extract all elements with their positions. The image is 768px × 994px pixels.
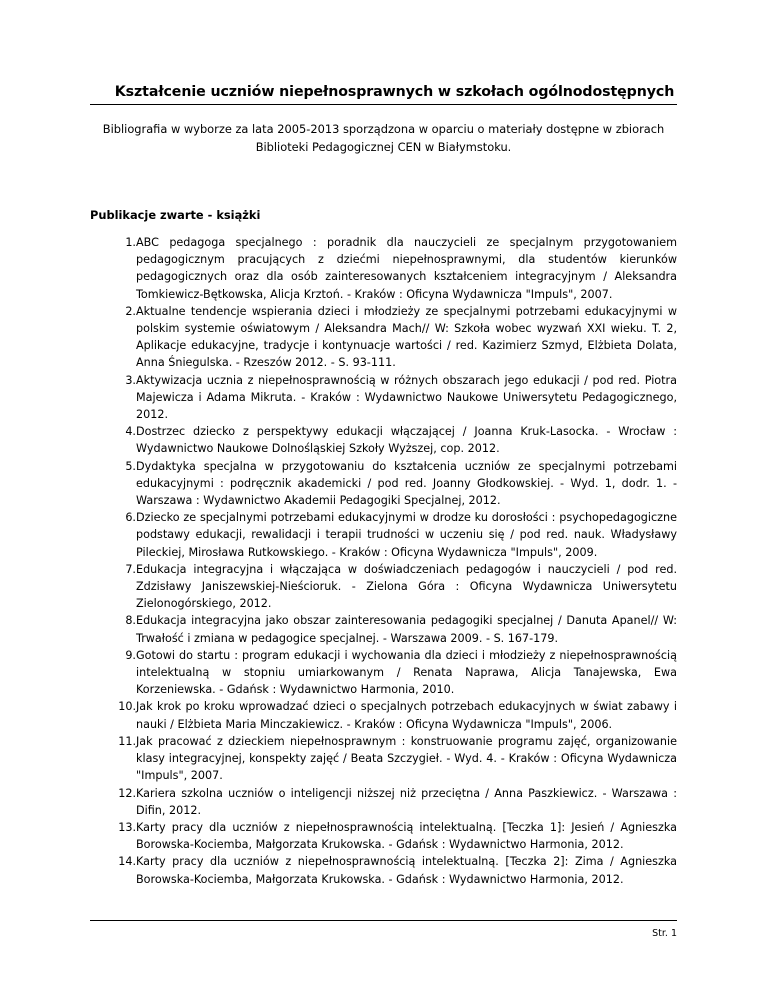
bibliography-list	[90, 234, 677, 888]
item-number: 6.	[125, 511, 136, 525]
list-item	[90, 612, 677, 646]
item-text: Jak krok po kroku wprowadzać dzieci o specjalnych potrzebach edukacyjnych w świat zabawy i nauki / Elżbieta Maria Minczakiewicz. - Kraków : Oficyna Wydawnicza "Impuls", 2006.	[136, 700, 677, 731]
item-text: Gotowi do startu : program edukacji i wychowania dla dzieci i młodzieży z niepełnosprawnością intelektualną w stopniu umiarkowanym / Renata Naprawa, Alicja Tanajewska, Ewa Korzeniewska. - Gdańsk : Wydawnictwo Harmonia, 2010.	[136, 648, 677, 697]
item-text: Aktywizacja ucznia z niepełnosprawnością w różnych obszarach jego edukacji / pod red. Piotra Majewicza i Adama Mikruta. - Kraków : Wydawnictwo Naukowe Uniwersytetu Pedagogicznego, 2012.	[136, 373, 677, 422]
item-text: Aktualne tendencje wspierania dzieci i młodzieży ze specjalnymi potrzebami edukacyjnymi w polskim systemie oświatowym / Aleksandra Mach// W: Szkoła wobec wyzwań XXI wieku. T. 2, Aplikacje edukacyjne, tradycje i kontynuacje wartości / red. Kazimierz Szmyd, Elżbieta Dolata, Anna Śniegulska. - Rzeszów 2012. - S. 93-111.	[136, 304, 677, 370]
list-item	[90, 303, 677, 372]
list-item	[90, 853, 677, 887]
item-number: 10.	[118, 700, 136, 714]
item-number: 7.	[125, 562, 136, 576]
list-item	[90, 458, 677, 510]
item-text: Jak pracować z dzieckiem niepełnosprawnym : konstruowanie programu zajęć, organizowanie klasy integracyjnej, konspekty zajęć / Beata Szczygieł. - Wyd. 4. - Kraków : Oficyna Wydawnicza "Impuls", 2007.	[136, 734, 677, 783]
item-number: 9.	[125, 648, 136, 662]
item-number: 14.	[118, 855, 136, 869]
list-item	[90, 733, 677, 785]
list-item	[90, 647, 677, 699]
item-number: 4.	[125, 425, 136, 439]
item-number: 3.	[125, 373, 136, 387]
item-number: 1.	[125, 236, 136, 249]
list-item	[90, 509, 677, 561]
item-text: Karty pracy dla uczniów z niepełnosprawnością intelektualną. [Teczka 2]: Zima / Agnieszka Borowska-Kociemba, Małgorzata Krukowska. - Gdańsk : Wydawnictwo Harmonia, 2012.	[136, 855, 677, 886]
item-number: 11.	[118, 734, 136, 748]
item-number: 12.	[118, 786, 136, 800]
list-item	[90, 698, 677, 732]
list-item	[90, 234, 677, 303]
item-text: Karty pracy dla uczniów z niepełnosprawnością intelektualną. [Teczka 1]: Jesień / Agnieszka Borowska-Kociemba, Małgorzata Krukowska. - Gdańsk : Wydawnictwo Harmonia, 2012.	[136, 820, 677, 852]
page-number: Str. 1	[652, 928, 677, 939]
item-text: Dydaktyka specjalna w przygotowaniu do kształcenia uczniów ze specjalnymi potrzebami edukacyjnymi : podręcznik akademicki / pod red. Joanny Głodkowskiej. - Wyd. 1, dodr. 1. - Warszawa : Wydawnictwo Akademii Pedagogiki Specjalnej, 2012.	[136, 459, 677, 508]
item-number: 8.	[125, 614, 136, 628]
item-text: Dostrzec dziecko z perspektywy edukacji włączającej / Joanna Kruk-Lasocka. - Wrocław : Wydawnictwo Naukowe Dolnośląskiej Szkoły Wyższej, cop. 2012.	[136, 425, 677, 456]
item-text: Edukacja integracyjna i włączająca w doświadczeniach pedagogów i nauczycieli / pod red. Zdzisławy Janiszewskiej-Nieścioruk. - Zielona Góra : Oficyna Wydawnicza Uniwersytetu Zielonogórskiego, 2012.	[136, 562, 677, 611]
footer-divider	[90, 920, 677, 921]
section-heading: Publikacje zwarte - książki	[90, 208, 261, 222]
list-item	[90, 561, 677, 613]
item-text: ABC pedagoga specjalnego : poradnik dla nauczycieli ze specjalnym przygotowaniem pedagogicznym pracujących z dziećmi niepełnosprawnymi, dla studentów kierunków pedagogicznych oraz dla osób zainteresowanych kształceniem integracyjnym / Aleksandra Tomkiewicz-Bętkowska, Alicja Krztoń. - Kraków : Oficyna Wydawnicza "Impuls", 2007.	[136, 236, 677, 301]
subtitle: Bibliografia w wyborze za lata 2005-2013 sporządzona w oparciu o materiały dostępne w zbiorach Biblioteki Pedagogicznej CEN w Białymstoku.	[102, 122, 665, 154]
list-item	[90, 423, 677, 457]
item-number: 13.	[118, 820, 136, 834]
item-text: Dziecko ze specjalnymi potrzebami edukacyjnymi w drodze ku dorosłości : psychopedagogiczne podstawy edukacji, rewalidacji i terapii trudności w uczeniu się / pod red. nauk. Władysławy Pileckiej, Mirosława Rutkowskiego. - Kraków : Oficyna Wydawnicza "Impuls", 2009.	[136, 511, 677, 559]
item-text: Kariera szkolna uczniów o inteligencji niższej niż przeciętna / Anna Paszkiewicz. - Warszawa : Difin, 2012.	[136, 786, 677, 817]
item-text: Edukacja integracyjna jako obszar zainteresowania pedagogiki specjalnej / Danuta Apanel// W: Trwałość i zmiana w pedagogice specjalnej. - Warszawa 2009. - S. 167-179.	[136, 614, 677, 645]
list-item	[90, 819, 677, 853]
list-item	[90, 372, 677, 424]
page-title: Kształcenie uczniów niepełnosprawnych w szkołach ogólnodostępnych	[114, 84, 675, 100]
item-number: 5.	[125, 459, 136, 473]
item-number: 2.	[125, 304, 136, 318]
list-item	[90, 785, 677, 819]
